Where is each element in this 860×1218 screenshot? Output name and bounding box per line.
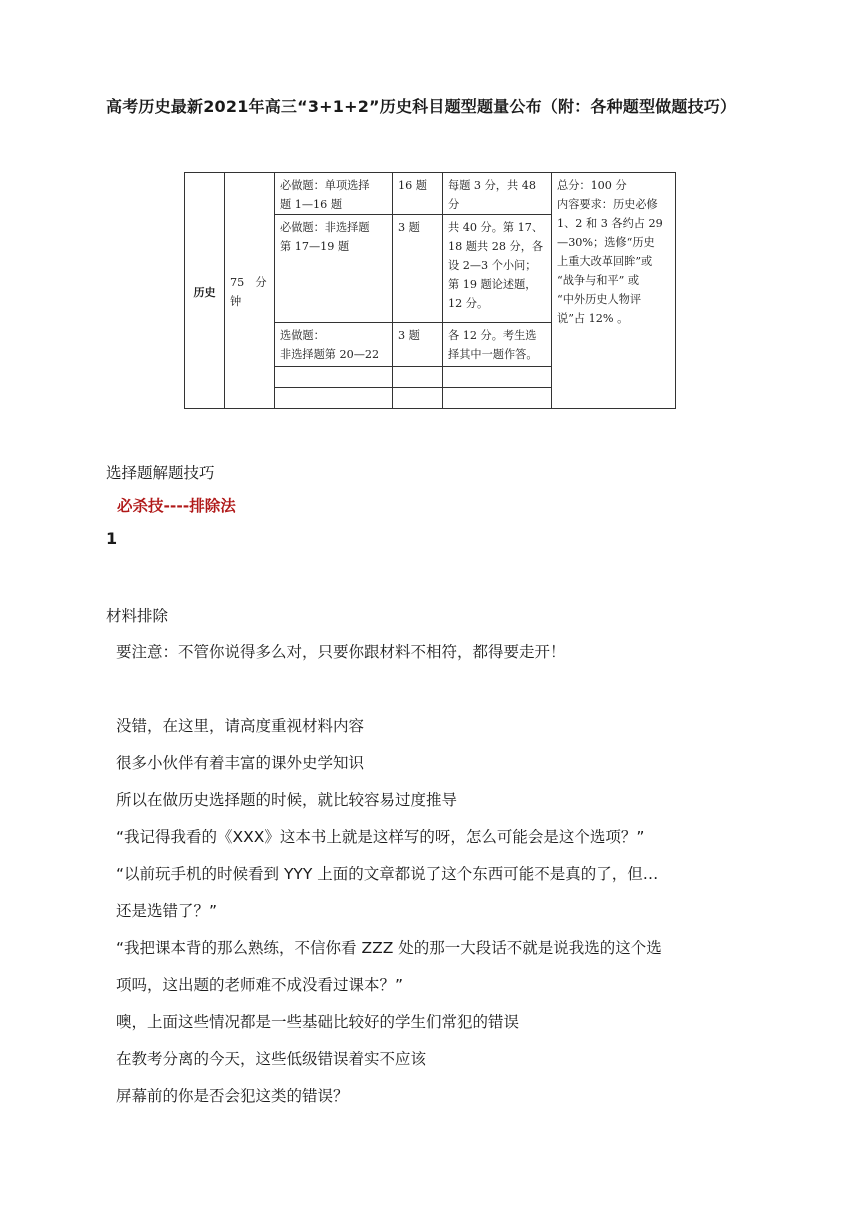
time-line-2: 钟 [230, 295, 242, 308]
paragraph: 项吗，这出题的老师难不成没看过课本？” [116, 976, 404, 994]
score-cell [443, 323, 552, 367]
score-cell [443, 173, 552, 215]
score-line: 各 12 分。考生选 [448, 329, 537, 342]
score-line: 共 40 分。第 17、 [448, 221, 544, 234]
paragraph: 很多小伙伴有着丰富的课外史学知识 [116, 754, 365, 772]
question-type-cell [275, 215, 393, 323]
notes-line: 内容要求：历史必修 [557, 198, 658, 211]
empty-cell [393, 367, 443, 388]
document-title: 高考历史最新2021年高三“3+1+2”历史科目题型题量公布（附：各种题型做题技巧） [106, 97, 737, 116]
paragraph: 要注意：不管你说得多么对，只要你跟材料不相符，都得要走开！ [116, 643, 566, 661]
paragraph: 在教考分离的今天，这些低级错误着实不应该 [116, 1050, 427, 1068]
empty-cell [443, 367, 552, 388]
section-heading: 选择题解题技巧 [106, 464, 215, 482]
question-type-line: 题 1—16 题 [280, 198, 343, 211]
score-line: 择其中一题作答。 [448, 348, 538, 361]
score-line: 每题 3 分，共 48 [448, 179, 536, 192]
score-line: 第 19 题论述题， [448, 278, 537, 291]
notes-line: —30%；选修“历史 [557, 236, 655, 249]
score-line: 分 [448, 198, 460, 211]
empty-cell [275, 388, 393, 409]
sub-heading: 材料排除 [106, 607, 169, 625]
score-line: 18 题共 28 分，各 [448, 240, 544, 253]
subject-cell: 历史 [185, 173, 225, 409]
red-heading: 必杀技----排除法 [117, 497, 236, 515]
notes-line: “中外历史人物评 [557, 293, 642, 306]
question-type-line: 第 17—19 题 [280, 240, 350, 253]
item-number: 1 [106, 529, 118, 548]
empty-cell [393, 388, 443, 409]
notes-line: 说”占 12% 。 [557, 312, 629, 325]
question-count-cell: 3 题 [393, 323, 443, 367]
question-type-cell [275, 323, 393, 367]
paragraph: “以前玩手机的时候看到 YYY 上面的文章都说了这个东西可能不是真的了，但… [116, 865, 659, 883]
empty-cell [275, 367, 393, 388]
exam-structure-table [184, 172, 676, 409]
time-line-1: 75 分 [230, 276, 267, 289]
question-type-line: 选做题： [280, 329, 325, 342]
question-count-cell: 16 题 [393, 173, 443, 215]
question-type-line: 非选择题第 20—22 [280, 348, 380, 361]
notes-line: 1、2 和 3 各约占 29 [557, 217, 663, 230]
paragraph: “我把课本背的那么熟练，不信你看 ZZZ 处的那一大段话不就是说我选的这个选 [116, 939, 662, 957]
time-cell [225, 173, 275, 409]
notes-line: 上重大改革回眸”或 [557, 255, 653, 268]
paragraph: 所以在做历史选择题的时候，就比较容易过度推导 [116, 791, 458, 809]
paragraph: 屏幕前的你是否会犯这类的错误？ [116, 1087, 349, 1105]
question-type-line: 必做题：非选择题 [280, 221, 370, 234]
notes-line: “战争与和平” 或 [557, 274, 640, 287]
paragraph: “我记得我看的《XXX》这本书上就是这样写的呀，怎么可能会是这个选项？” [116, 828, 645, 846]
notes-line: 总分：100 分 [557, 179, 627, 192]
paragraph: 噢，上面这些情况都是一些基础比较好的学生们常犯的错误 [116, 1013, 520, 1031]
score-line: 12 分。 [448, 297, 489, 310]
question-type-line: 必做题：单项选择 [280, 179, 370, 192]
paragraph: 没错，在这里，请高度重视材料内容 [116, 717, 365, 735]
score-cell [443, 215, 552, 323]
question-count-cell: 3 题 [393, 215, 443, 323]
score-line: 设 2—3 个小问； [448, 259, 537, 272]
notes-cell [552, 173, 676, 409]
question-type-cell [275, 173, 393, 215]
empty-cell [443, 388, 552, 409]
paragraph: 还是选错了？” [116, 902, 218, 920]
